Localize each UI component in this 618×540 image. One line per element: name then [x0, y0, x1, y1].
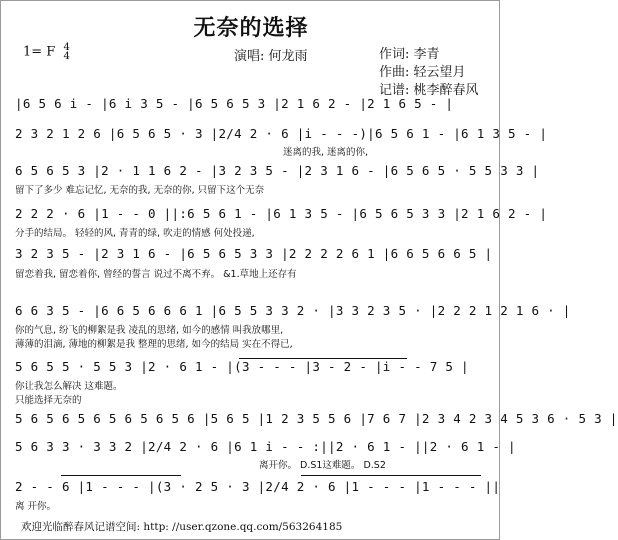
- transcriber-credit: 记谱: 桃李醉春风: [379, 83, 479, 98]
- singer-credit: 演唱: 何龙雨: [234, 49, 308, 64]
- lyric-line: 只能选择无奈的: [15, 395, 82, 406]
- slur-line: [61, 475, 181, 476]
- notation-row: 6 6 3 5 - |6 6 5 6 6 6 1 |6 5 5 3 3 2 · |3 3 2 3 5 · |2 2 2 1 2 1 6 · |: [15, 303, 571, 318]
- lyric-line: 留恋着我, 留恋着你, 曾经的誓言 说过不离不弃。 &1.草地上还存有: [15, 269, 297, 280]
- key-signature: [23, 43, 70, 61]
- notation-row: 2 3 2 1 2 6 |6 5 6 5 · 3 |2/4 2 · 6 |i - - -)|6 5 6 1 - |6 1 3 5 - |: [15, 126, 548, 141]
- lyric-line: 你的气息, 纷飞的柳絮是我 凌乱的思绪, 如今的感情 叫我放哪里,: [15, 325, 284, 336]
- lyric-line: 离 开你。: [15, 501, 57, 512]
- time-bottom: 4: [63, 51, 70, 62]
- notation-row: 6 5 6 5 3 |2 · 1 1 6 2 - |3 2 3 5 - |2 3 1 6 - |6 5 6 5 · 5 5 3 3 |: [15, 163, 540, 178]
- slur-line: [301, 475, 481, 476]
- lyric-line: 你让我怎么解决 这难题。: [15, 381, 123, 392]
- lyric-line: 留下了多少 难忘记忆, 无奈的我, 无奈的你, 只留下这个无奈: [15, 185, 265, 196]
- footer-note: 欢迎光临醉春风记谱空间: http: //user.qzone.qq.com/563264185: [21, 521, 343, 533]
- lyric-line: 离开你。 D.S1这难题。 D.S2: [259, 460, 386, 471]
- composer-credit: 作曲: 轻云望月: [379, 65, 466, 80]
- notation-row: |6 5 6 i - |6 i 3 5 - |6 5 6 5 3 |2 1 6 2 - |2 1 6 5 - |: [15, 96, 454, 111]
- notation-row: 3 2 3 5 - |2 3 1 6 - |6 5 6 5 3 3 |2 2 2 2 6 1 |6 6 5 6 6 5 |: [15, 246, 493, 261]
- lyric-line: 分手的结局。 轻轻的风, 青青的绿, 吹走的情感 何处投递,: [15, 228, 255, 239]
- notation-row: 2 2 2 · 6 |1 - - 0 ||:6 5 6 1 - |6 1 3 5 - |6 5 6 5 3 3 |2 1 6 2 - |: [15, 206, 548, 221]
- lyric-line: 迷离的我, 迷离的你,: [283, 147, 369, 158]
- lyric-line: 薄薄的泪滴, 薄地的柳絮是我 整理的思绪, 如今的结局 实在不得已,: [15, 339, 293, 350]
- time-signature: [63, 43, 69, 61]
- time-top: 4: [63, 42, 70, 53]
- key-label: 1= F: [23, 44, 56, 60]
- notation-row: 5 6 5 6 5 6 5 6 5 6 5 6 |5 6 5 |1 2 3 5 5 6 |7 6 7 |2 3 4 2 3 4 5 3 6 · 5 3 |: [15, 411, 618, 426]
- notation-row: 2 - - 6 |1 - - - |(3 · 2 5 · 3 |2/4 2 · 6 |1 - - - |1 - - - ||: [15, 479, 501, 494]
- notation-row: 5 6 3 3 · 3 3 2 |2/4 2 · 6 |6 1 i - - :||2 · 6 1 - ||2 · 6 1 - |: [15, 439, 516, 454]
- slur-line: [239, 358, 407, 359]
- notation-row: 5 6 5 5 · 5 5 3 |2 · 6 1 - |(3 - - - |3 - 2 - |i - - 7 5 |: [15, 359, 469, 374]
- song-title: 无奈的选择: [193, 15, 309, 41]
- lyricist-credit: 作词: 李青: [379, 47, 440, 62]
